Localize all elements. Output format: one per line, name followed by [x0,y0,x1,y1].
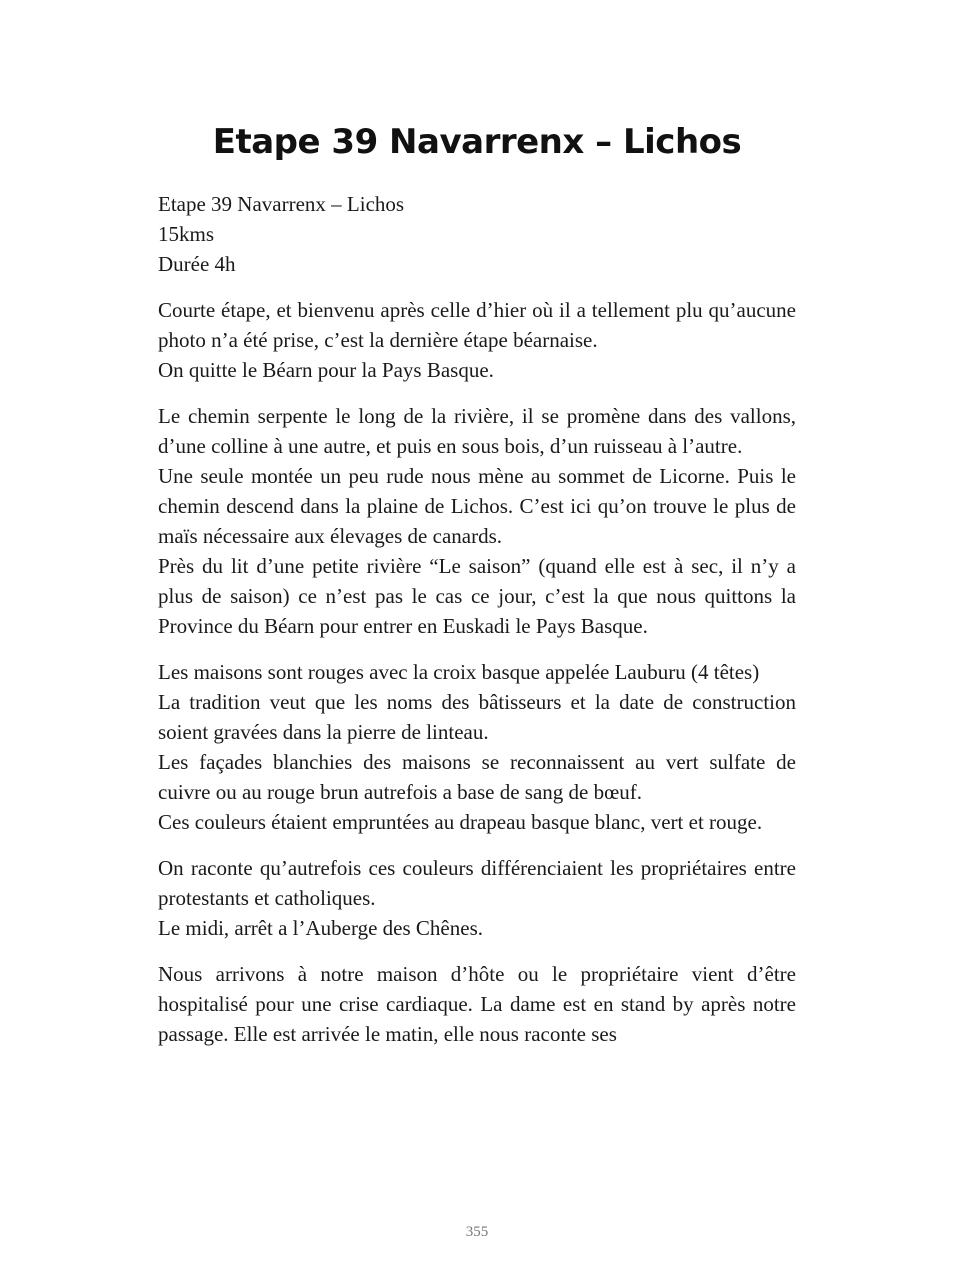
header-block [158,189,796,279]
paragraph-1 [158,295,796,385]
paragraph-line: La tradition veut que les noms des bâtisseurs et la date de construction soient gravées dans la pierre de linteau. [158,690,796,744]
paragraph-line: Le chemin serpente le long de la rivière, il se promène dans des vallons, d’une colline à une autre, et puis en sous bois, d’un ruisseau à l’autre. [158,404,796,458]
body-text [158,189,796,1065]
paragraph-line: Ces couleurs étaient empruntées au drapeau basque blanc, vert et rouge. [158,810,763,834]
paragraph-line: Les maisons sont rouges avec la croix basque appelée Lauburu (4 têtes) [158,660,760,684]
paragraph-line: Le midi, arrêt a l’Auberge des Chênes. [158,916,483,940]
paragraph-line: Près du lit d’une petite rivière “Le saison” (quand elle est à sec, il n’y a plus de saison) ce n’est pas le cas ce jour, c’est la que nous quittons la Province du Béarn pour entrer en Euskadi le Pays Basque. [158,554,796,638]
paragraph-4 [158,853,796,943]
page-number: 355 [465,1224,489,1240]
paragraph-line: Nous arrivons à notre maison d’hôte ou le propriétaire vient d’être hospitalisé pour une crise cardiaque. La dame est en stand by après notre passage. Elle est arrivée le matin, elle nous raconte ses [158,962,796,1046]
paragraph-line: Courte étape, et bienvenu après celle d’hier où il a tellement plu qu’aucune photo n’a été prise, c’est la dernière étape béarnaise. [158,298,796,352]
paragraph-line: On raconte qu’autrefois ces couleurs différenciaient les propriétaires entre protestants et catholiques. [158,856,796,910]
paragraph-5 [158,959,796,1049]
page-title: Etape 39 Navarrenx – Lichos [212,122,742,162]
paragraph-3 [158,657,796,837]
paragraph-line: Une seule montée un peu rude nous mène au sommet de Licorne. Puis le chemin descend dans la plaine de Lichos. C’est ici qu’on trouve le plus de maïs nécessaire aux élevages de canards. [158,464,796,548]
header-line-distance: 15kms [158,222,215,246]
paragraph-line: On quitte le Béarn pour la Pays Basque. [158,358,494,382]
paragraph-line: Les façades blanchies des maisons se reconnaissent au vert sulfate de cuivre ou au rouge brun autrefois a base de sang de bœuf. [158,750,796,804]
header-line-duration: Durée 4h [158,252,236,276]
paragraph-2 [158,401,796,641]
header-line-stage: Etape 39 Navarrenx – Lichos [158,192,405,216]
